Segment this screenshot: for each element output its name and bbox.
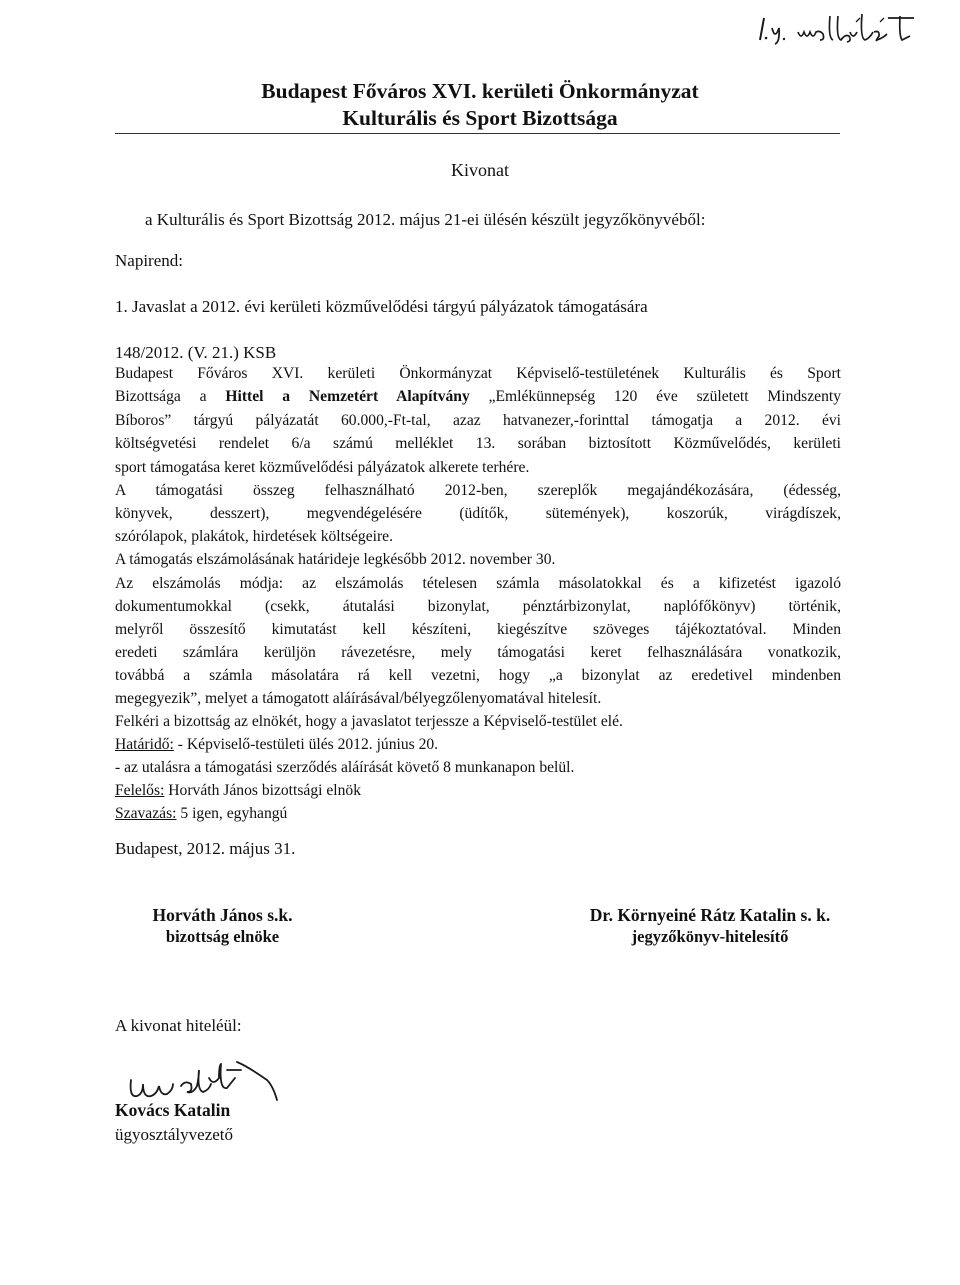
handwritten-annotation [758,10,948,46]
resolution-line-4: költségvetési rendelet 6/a számú melléklet 13. sorában biztosított Közművelődés, kerületi [115,435,841,452]
certifier-title: ügyosztályvezető [115,1125,234,1144]
resolution-line-13: eredeti számlára kerüljön rávezetésre, mely támogatási keret felhasználására vonatkozik, [115,644,841,661]
header-title: Budapest Főváros XVI. kerületi Önkormányzat [261,79,699,103]
signature-title-certifier: jegyzőkönyv-hitelesítő [631,927,789,946]
agenda-label: Napirend: [115,251,183,270]
responsible-value: Horváth János bizottsági elnök [164,782,362,799]
resolution-line-10: Az elszámolás módja: az elszámolás tételesen számla másolatokkal és a kifizetést igazoló [115,575,841,592]
resolution-text: Bizottsága a [115,388,226,405]
signature-title-chair: bizottság elnöke [165,927,280,946]
intro-text: a Kulturális és Sport Bizottság 2012. május 21-ei ülésén készült jegyzőkönyvéből: [145,210,706,229]
resolution-line-11: dokumentumokkal (csekk, átutalási bizonylat, pénztárbizonylat, naplófőkönyv) történik, [115,598,841,615]
resolution-line-14: továbbá a számla másolatára rá kell vezetni, hogy „a bizonylat az eredetivel mindenben [115,667,841,684]
certification-label: A kivonat hiteléül: [115,1016,242,1035]
resolution-line-7: könyvek, desszert), megvendégelésére (üdítők, sütemények), koszorúk, virágdíszek, [115,505,841,522]
responsible-line [115,779,841,803]
document-type: Kivonat [451,160,509,180]
certifier-name: Kovács Katalin [115,1100,231,1120]
resolution-number: 148/2012. (V. 21.) KSB [115,343,277,362]
resolution-line-16: Felkéri a bizottság az elnökét, hogy a javaslatot terjessze a Képviselő-testület elé. [115,713,623,730]
resolution-line-2 [115,385,841,409]
header-divider [115,133,840,134]
resolution-line-15: megegyezik”, melyet a támogatott aláírásával/bélyegzőlenyomatával hitelesít. [115,690,602,707]
resolution-line-6: A támogatási összeg felhasználható 2012-ben, szereplők megajándékozására, (édesség, [115,482,841,499]
vote-value: 5 igen, egyhangú [176,805,288,822]
resolution-line-9: A támogatás elszámolásának határideje legkésőbb 2012. november 30. [115,551,556,568]
agenda-item: 1. Javaslat a 2012. évi kerületi közművelődési tárgyú pályázatok támogatására [115,297,648,316]
header-subtitle: Kulturális és Sport Bizottsága [342,106,618,130]
resolution-line-5: sport támogatása keret közművelődési pályázatok alkerete terhére. [115,459,530,476]
resolution-line-8: szórólapok, plakátok, hirdetések költségeire. [115,528,393,545]
foundation-name: Hittel a Nemzetért Alapítvány [225,388,470,405]
deadline-label: Határidő: [115,736,174,753]
vote-label: Szavazás: [115,805,177,822]
deadline-value: - Képviselő-testületi ülés 2012. június 20. [173,736,439,753]
responsible-label: Felelős: [115,782,165,799]
deadline-line-2: - az utalásra a támogatási szerződés aláírását követő 8 munkanapon belül. [115,759,575,776]
vote-line [115,802,841,826]
place-date: Budapest, 2012. május 31. [115,839,296,858]
deadline-line [115,733,841,757]
resolution-line-1: Budapest Főváros XVI. kerületi Önkormányzat Képviselő-testületének Kulturális és Sport [115,365,841,382]
resolution-line-3: Bíboros” tárgyú pályázatát 60.000,-Ft-tal, azaz hatvanezer,-forinttal támogatja a 2012. évi [115,412,841,429]
resolution-text: „Emlékünnepség 120 éve született Mindszenty [469,388,841,405]
signature-name-certifier: Dr. Környeiné Rátz Katalin s. k. [589,905,831,925]
signature-name-chair: Horváth János s.k. [152,905,293,925]
resolution-line-12: melyről összesítő kimutatást kell készíteni, kiegészítve szöveges tájékoztatóval. Minden [115,621,841,638]
